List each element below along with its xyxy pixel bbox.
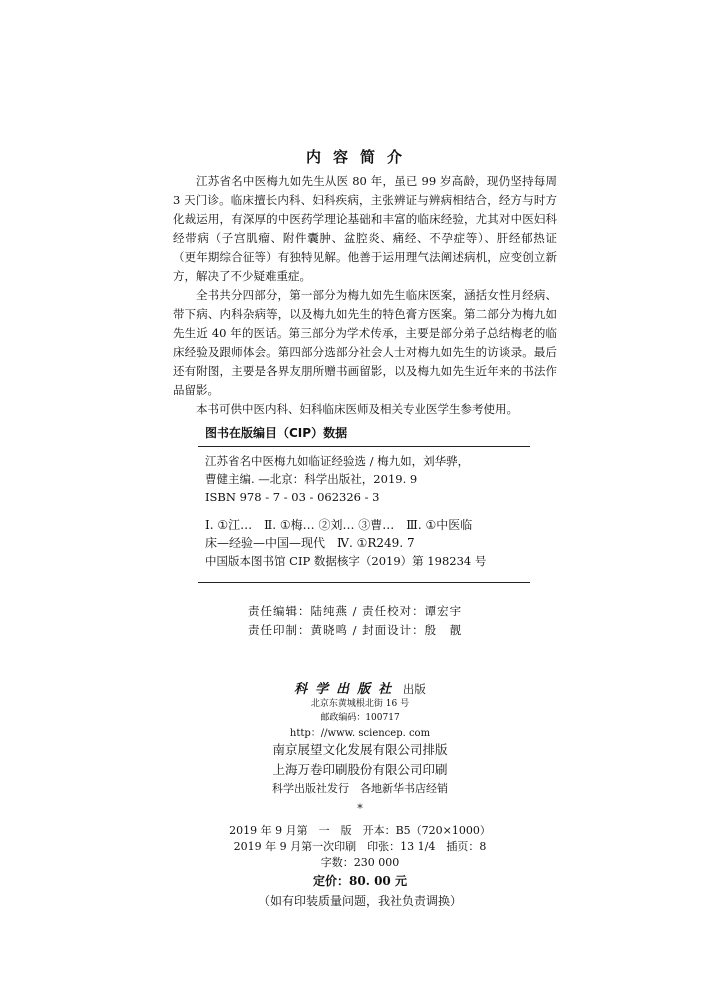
cip-class-line-2: 床—经验—中国—现代 Ⅳ. ①R249. 7 xyxy=(205,536,415,550)
credits xyxy=(248,602,462,640)
cip-class-line-1: Ⅰ. ①江… Ⅱ. ①梅… ②刘… ③曹… Ⅲ. ①中医临 xyxy=(205,518,473,532)
summary-text xyxy=(173,172,557,419)
edition-line: 2019 年 9 月第 一 版 开本：B5（720×1000） xyxy=(229,824,491,837)
summary-paragraph-2: 全书共分四部分，第一部分为梅九如先生临床医案，涵括女性月经病、带下病、内科杂病等，以及梅九如先生的特色膏方医案。第二部分为梅九如先生近 40 年的医话。第三部分为学术传承，主要是部分弟子总结梅老的临床经验及跟师体会。第四部分选部分社会人士对梅九如先生的访谈录。最后还有附图，主要是各界友朋所赠书画留影，以及梅九如先生近年来的书法作品留影。 xyxy=(173,288,557,397)
summary-paragraph-3: 本书可供中医内科、妇科临床医师及相关专业医学生参考使用。 xyxy=(196,402,518,416)
cip-editor-line: 曹健主编. —北京：科学出版社，2019. 9 xyxy=(205,472,418,486)
quality-notice: （如有印装质量问题，我社负责调换） xyxy=(257,894,462,908)
publisher-logo: 科学出版社 xyxy=(294,682,400,697)
summary-title: 内容简介 xyxy=(305,148,414,166)
cip-record xyxy=(205,452,525,506)
publisher-suffix: 出版 xyxy=(402,682,426,696)
credits-print-line: 责任印制：黄晓鸣 / 封面设计：殷 靓 xyxy=(248,623,463,637)
price: 定价：80. 00 元 xyxy=(313,874,407,888)
printing-line: 2019 年 9 月第一次印刷 印张：13 1/4 插页：8 xyxy=(233,840,487,853)
cip-classification xyxy=(205,516,525,552)
word-count: 字数：230 000 xyxy=(320,856,400,869)
cip-top-rule xyxy=(198,446,530,447)
publisher-line xyxy=(0,678,720,697)
separator-star: * xyxy=(357,802,363,815)
cip-isbn-line: ISBN 978 - 7 - 03 - 062326 - 3 xyxy=(205,490,380,504)
typesetter-line: 南京展望文化发展有限公司排版 xyxy=(272,742,448,757)
cip-bottom-rule xyxy=(198,582,530,583)
publisher-website: http：//www. sciencep. com xyxy=(289,728,431,739)
summary-paragraph-1: 江苏省名中医梅九如先生从医 80 年，虽已 99 岁高龄，现仍坚持每周 3 天门诊。临床擅长内科、妇科疾病，主张辨证与辨病相结合，经方与时方化裁运用，有深厚的中医药学理论基础和丰富的临床经验，尤其对中医妇科经带病（子宫肌瘤、附件囊肿、盆腔炎、痛经、不孕症等）、肝经郁热证（更年期综合征等）有独特见解。他善于运用理气法阐述病机，应变创立新方，解决了不少疑难重症。 xyxy=(173,174,557,283)
credits-editor-line: 责任编辑：陆纯燕 / 责任校对：谭宏宇 xyxy=(248,604,463,618)
cip-heading: 图书在版编目（CIP）数据 xyxy=(205,426,348,440)
distribution-line: 科学出版社发行 各地新华书店经销 xyxy=(272,782,448,795)
publisher-address: 北京东黄城根北街 16 号 xyxy=(310,699,410,709)
cip-title-line: 江苏省名中医梅九如临证经验选 / 梅九如，刘华骅， xyxy=(205,454,470,468)
publisher-postcode: 邮政编码：100717 xyxy=(320,713,400,723)
cip-verify-number: 中国版本图书馆 CIP 数据核字（2019）第 198234 号 xyxy=(205,554,487,568)
printer-line: 上海万卷印刷股份有限公司印刷 xyxy=(272,762,448,777)
